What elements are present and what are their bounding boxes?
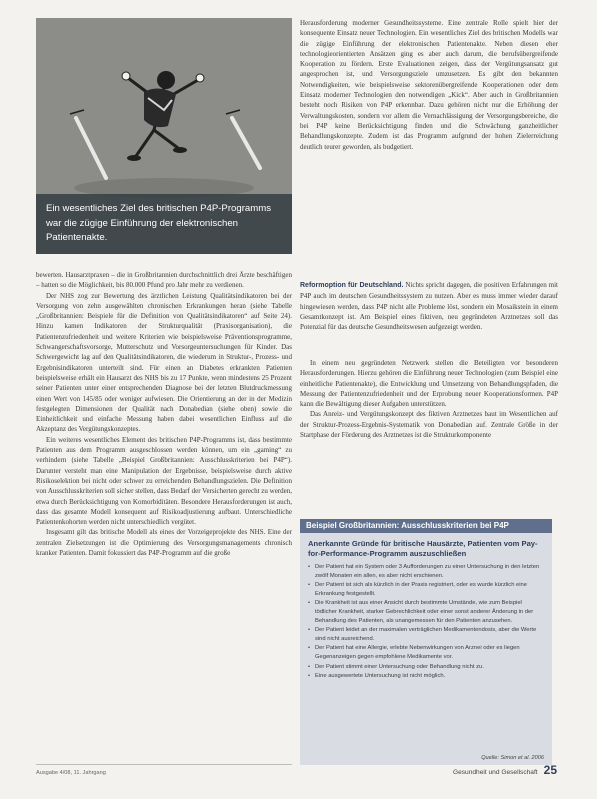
- footer-publication: Gesundheit und Gesellschaft: [452, 769, 538, 776]
- left-paragraph-1: bewerten. Hausarztpraxen – die in Großbritannien durchschnittlich drei Ärzte beschäftigen – hatten so die Möglichkeit, bis 80.000 Pfund pro Jahr mehr zu verdienen.: [36, 271, 292, 290]
- right-paragraph-2-text: Nichts spricht dagegen, die positiven Erfahrungen mit P4P auch im deutschen Gesundheitssystem zu nutzen. Aber es muss immer wieder darauf hingewiesen werden, dass P4P nicht alle Probleme löst, sondern ein Mosaikstein in einem Gesamtkonzept ist. Am Beispiel eines fiktiven, neu gegründeten Arztnetzes soll das Potenzial für das deutsche Gesundheitswesen aufgezeigt werden.: [300, 281, 558, 332]
- right-paragraph-2: [300, 280, 558, 332]
- left-paragraph-4: Insgesamt gilt das britische Modell als eines der Vorzeigeprojekte des NHS. Eine der zentralen Zielsetzungen ist die Optimierung des Versorgungsmanagements chronisch kranker Patienten. Damit fokussiert das P4P-Programm auf die große: [36, 528, 292, 558]
- list-item: • Eine ausgewertete Untersuchung ist nicht möglich.: [308, 672, 544, 681]
- info-box: [300, 519, 552, 765]
- caption-text: Ein wesentliches Ziel des britischen P4P-Programms war die zügige Einführung der elektronischen Patientenakte.: [46, 203, 272, 243]
- footer-rule: [36, 764, 292, 765]
- right-paragraph-1: Herausforderung moderner Gesundheitssysteme. Eine zentrale Rolle spielt hier der konsequente Einsatz neuer Technologien. Ein wesentliches Ziel des britischen Modells war die zügige Einführung der elektronischen Patientenakte. Neben diesen eher technologieorientierten Ansätzen ging es aber auch darum, die berufsübergreifende Kooperation zu fördern. Erste Evaluationen zeigen, dass der Vergütungsansatz gut angesprochen ist, und Versorgungsziele umzusetzen. Es gibt den bekannten Notwendigkeiten, wie beispielsweise sektorenübergreifende Kooperationen oder dem Einsatz moderner Technologien den notwendigen „Kick“. Aber auch in Großbritannien besteht noch Risiken von P4P erkennbar. Dazu gehören nicht nur die Erhöhung der Verwaltungskosten, sondern vor allem die Vernachlässigung der Versorgungsbereiche, die bei P4P keine Berücksichtigung finden und die Schwächung ganzheitlicher Behandlungskonzepte. Zudem ist das Programm aufgrund der hohen Zielerreichung deutlich teurer geworden, als budgetiert.: [300, 19, 558, 151]
- left-paragraph-2: Der NHS zog zur Bewertung des ärztlichen Leistung Qualitätsindikatoren bei der Versorgung von zehn ausgewählten chronischen Erkrankungen heran (siehe Tabelle „Großbritannien: Beispiele für die Definition von Qualitätsindikatoren“ auf Seite 24). Hinzu kamen Indikatoren der Strukturqualität (Praxisorganisation), die Patientenzufriedenheit und weitere Kriterien wie beispielsweise Präventionsprogramme, Schwangerschaftsvorsorge, Mutterschutz und Vorsorgeuntersuchungen für Kinder. Das Schwergewicht lag auf den Qualitätsindikatoren, die wiederum in Struktur-, Prozess- und Ergebnisindikatoren unterteilt sind. Für einen an Diabetes erkrankten Patienten beispielsweise erhält ein Hausarzt des NHS bis zu 17 Punkte, wenn mindestens 25 Prozent seiner Patienten unter einer entsprechenden Diagnose bei der letzten Blutdruckmessung einen Wert von 145/85 oder weniger aufwiesen. Die Orientierung an der in der Medizin festgelegten Dimensionen der Qualität nach Donabedian (siehe oben) sowie die Einheitlichkeit und einfache Messung haben dabei wesentlichen Einfluss auf die Akzeptanz des Vergütungskonzeptes.: [36, 291, 292, 434]
- list-item: • Der Patient hat eine Allergie, erlebte Nebenwirkungen von Arznei oder es liegen Gegenanzeigen gegen empfohlene Medikamente vor.: [308, 644, 544, 661]
- left-paragraph-3: Ein weiteres wesentliches Element des britischen P4P-Programms ist, dass bestimmte Patienten aus dem Programm ausgeschlossen werden können, um ein „gaming“ zu verhindern (siehe Tabelle „Beispiel Großbritannien: Ausschlusskriterien bei P4P“). Darunter versteht man eine Manipulation der Ergebnisse, beispielsweise durch aktive Risikoselektion bei nicht oder schwer zu erreichenden Behandlungszielen. Die Definition von Ausschlusskriterien soll sicher stellen, dass Bedarf der Versicherten gerecht zu werden, etwa durch Berücksichtigung von Komorbiditäten. Besondere Herausforderungen ist auch, dass das gesamte Modell konsequent auf Risikoadjustierung aufbaut. Unterschiedliche Patientenkohorten werden nicht unterschiedlich vergütet.: [36, 435, 292, 527]
- list-item: • Die Krankheit ist aus einer Ansicht durch bestimmte Umstände, wie zum Beispiel tödlicher Krankheit, starker Gebrechlichkeit oder einer sonst anderer Änderung in der Behandlung des Patienten, als unangemessen für den Patienten anzusehen.: [308, 599, 544, 625]
- image-caption: [36, 194, 292, 254]
- list-item: • Der Patient hat ein System oder 3 Aufforderungen zu einer Untersuchung in den letzten zwölf Monaten ein allen, es aber nicht erschienen.: [308, 563, 544, 580]
- hero-image: [36, 18, 292, 254]
- section-lead: Reformoption für Deutschland.: [300, 282, 404, 289]
- list-item: • Der Patient ist sich als kürzlich in der Praxis registriert, oder es wurde kürzlich eine Erkrankung festgestellt.: [308, 581, 544, 598]
- right-column-lower: [300, 358, 558, 510]
- footer-issue: Ausgabe 4/08, 11. Jahrgang: [36, 770, 106, 776]
- left-column: [36, 270, 292, 754]
- list-item: • Der Patient leidet an der maximalen verträglichen Medikamentendosis, aber die Werte sind nicht ausreichend.: [308, 626, 544, 643]
- list-item: • Der Patient stimmt einer Untersuchung oder Behandlung nicht zu.: [308, 663, 544, 672]
- right-paragraph-4: Das Anreiz- und Vergütungskonzept des fiktiven Arztnetzes baut im Wesentlichen auf der Struktur-Prozess-Ergebnis-Systematik von Donabedian auf. Zentrale Größe in der Startphase der Förderung des Arztnetzes ist die Strukturkomponente: [300, 410, 558, 440]
- footer-right: [453, 763, 557, 777]
- exclusion-list: [300, 563, 552, 681]
- info-box-source: Quelle: Simon et al. 2006: [481, 755, 544, 761]
- right-column: [300, 18, 558, 353]
- info-box-title: Beispiel Großbritannien: Ausschlusskriterien bei P4P: [300, 519, 552, 533]
- page-number: 25: [543, 763, 557, 777]
- info-box-subtitle: Anerkannte Gründe für britische Hausärzte, Patienten vom Pay-for-Performance-Programm auszuschließen: [308, 539, 538, 558]
- right-paragraph-3: In einem neu gegründeten Netzwerk stellen die Beteiligten vor besonderen Herausforderungen. Hierzu gehören die Einführung neuer Technologien (zum Beispiel eine einheitliche Patientenakte), die Entwicklung und Umsetzung von Behandlungspfaden, die Messung der Patientenzufriedenheit und der Erprobung neuer Kooperationsformen. P4P kann die Bewältigung dieser Aufgaben unterstützen.: [300, 359, 558, 409]
